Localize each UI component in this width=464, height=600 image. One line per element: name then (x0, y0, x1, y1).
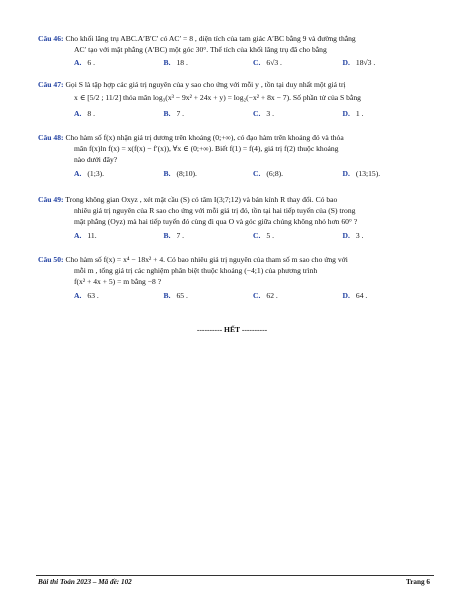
question-49 (38, 194, 432, 241)
question-label: Câu 46: (38, 34, 64, 43)
answer-row (38, 168, 432, 179)
answer-c: C. 5 . (253, 230, 274, 240)
question-line (38, 132, 432, 143)
answer-d: D. 3 . (342, 230, 364, 240)
answer-b: B. 18 . (163, 58, 188, 68)
question-text: Cho hàm số f(x) nhận giá trị dương trên khoảng (0;+∞), có đạo hàm trên khoảng đó và thỏa (65, 133, 344, 142)
question-47 (38, 79, 432, 119)
footer-page-number: Trang 6 (405, 578, 430, 586)
answer-b: B. 7 . (163, 109, 185, 119)
question-label: Câu 50: (38, 255, 64, 264)
question-text: nào dưới đây? (74, 155, 118, 165)
answer-a: A. 11. (74, 230, 97, 240)
question-text: f(x² + 4x + 5) = m bằng −8 ? (74, 277, 162, 287)
answer-c: C. 3 . (253, 109, 274, 119)
answer-d: D. 1 . (342, 109, 364, 119)
footer-divider (36, 575, 434, 576)
answer-d: D. 64 . (342, 290, 368, 300)
answer-d: D. (13;15). (342, 168, 381, 178)
question-line (38, 254, 432, 265)
question-text: x ∈ [5/2 ; 11/2] thỏa mãn log₃(x³ − 9x² + 24x + y) = log₂(−x² + 8x − 7). Số phần tử của S bằng (74, 93, 361, 103)
question-text: mãn f(x)ln f(x) = x(f(x) − f′(x)), ∀x ∈ (0;+∞). Biết f(1) = f(4), giá trị f(2) thuộc khoảng (74, 144, 339, 154)
question-label: Câu 49: (38, 195, 64, 204)
answer-c: C. 6√3 . (253, 58, 282, 68)
end-marker: ---------- HẾT ---------- (196, 325, 268, 334)
answer-c: C. (6;8). (253, 168, 284, 178)
question-48 (38, 132, 432, 179)
answer-c: C. 62 . (253, 290, 278, 300)
answer-b: B. 65 . (163, 290, 188, 300)
question-text: nhiêu giá trị nguyên của R sao cho ứng với mỗi giá trị đó, tồn tại hai tiếp tuyến của (S) trong (74, 206, 356, 216)
answer-a: A. (1;3). (74, 168, 105, 178)
question-text: mỗi m , tổng giá trị các nghiệm phân biệt thuộc khoảng (−4;1) của phương trình (74, 266, 318, 276)
answer-a: A. 8 . (74, 109, 95, 119)
question-text: Cho khối lăng trụ ABC.A′B′C′ có AC′ = 8 , diện tích của tam giác A′BC bằng 9 và đường thẳng (65, 34, 356, 43)
answer-a: A. 6 . (74, 58, 95, 68)
question-50 (38, 254, 432, 301)
answer-row (38, 290, 432, 301)
answer-a: A. 63 . (74, 290, 99, 300)
question-text: Cho hàm số f(x) = x⁴ − 18x² + 4. Có bao nhiêu giá trị nguyên của tham số m sao cho ứng với (65, 255, 348, 264)
question-label: Câu 47: (38, 80, 64, 89)
question-line (38, 194, 432, 205)
answer-row (38, 230, 432, 241)
question-text: AC′ tạo với mặt phẳng (A′BC) một góc 30°. Thể tích của khối lăng trụ đã cho bằng (74, 45, 327, 55)
question-label: Câu 48: (38, 133, 64, 142)
footer-exam-title: Bài thi Toán 2023 – Mã đề: 102 (38, 578, 132, 586)
answer-row (38, 57, 432, 68)
question-text: mặt phẳng (Oyz) mà hai tiếp tuyến đó cùng đi qua O và góc giữa chúng không nhỏ hơn 60° ? (74, 217, 358, 227)
question-line (38, 33, 432, 44)
question-text: Gọi S là tập hợp các giá trị nguyên của y sao cho ứng với mỗi y , tồn tại duy nhất một giá trị (65, 80, 346, 89)
question-46 (38, 33, 432, 69)
answer-b: B. 7 . (163, 230, 185, 240)
answer-row (38, 108, 432, 119)
question-text: Trong không gian Oxyz , xét mặt cầu (S) có tâm I(3;7;12) và bán kính R thay đổi. Có bao (65, 195, 338, 204)
question-line (38, 79, 432, 90)
answer-d: D. 18√3 . (342, 58, 376, 68)
answer-b: B. (8;10). (163, 168, 197, 178)
